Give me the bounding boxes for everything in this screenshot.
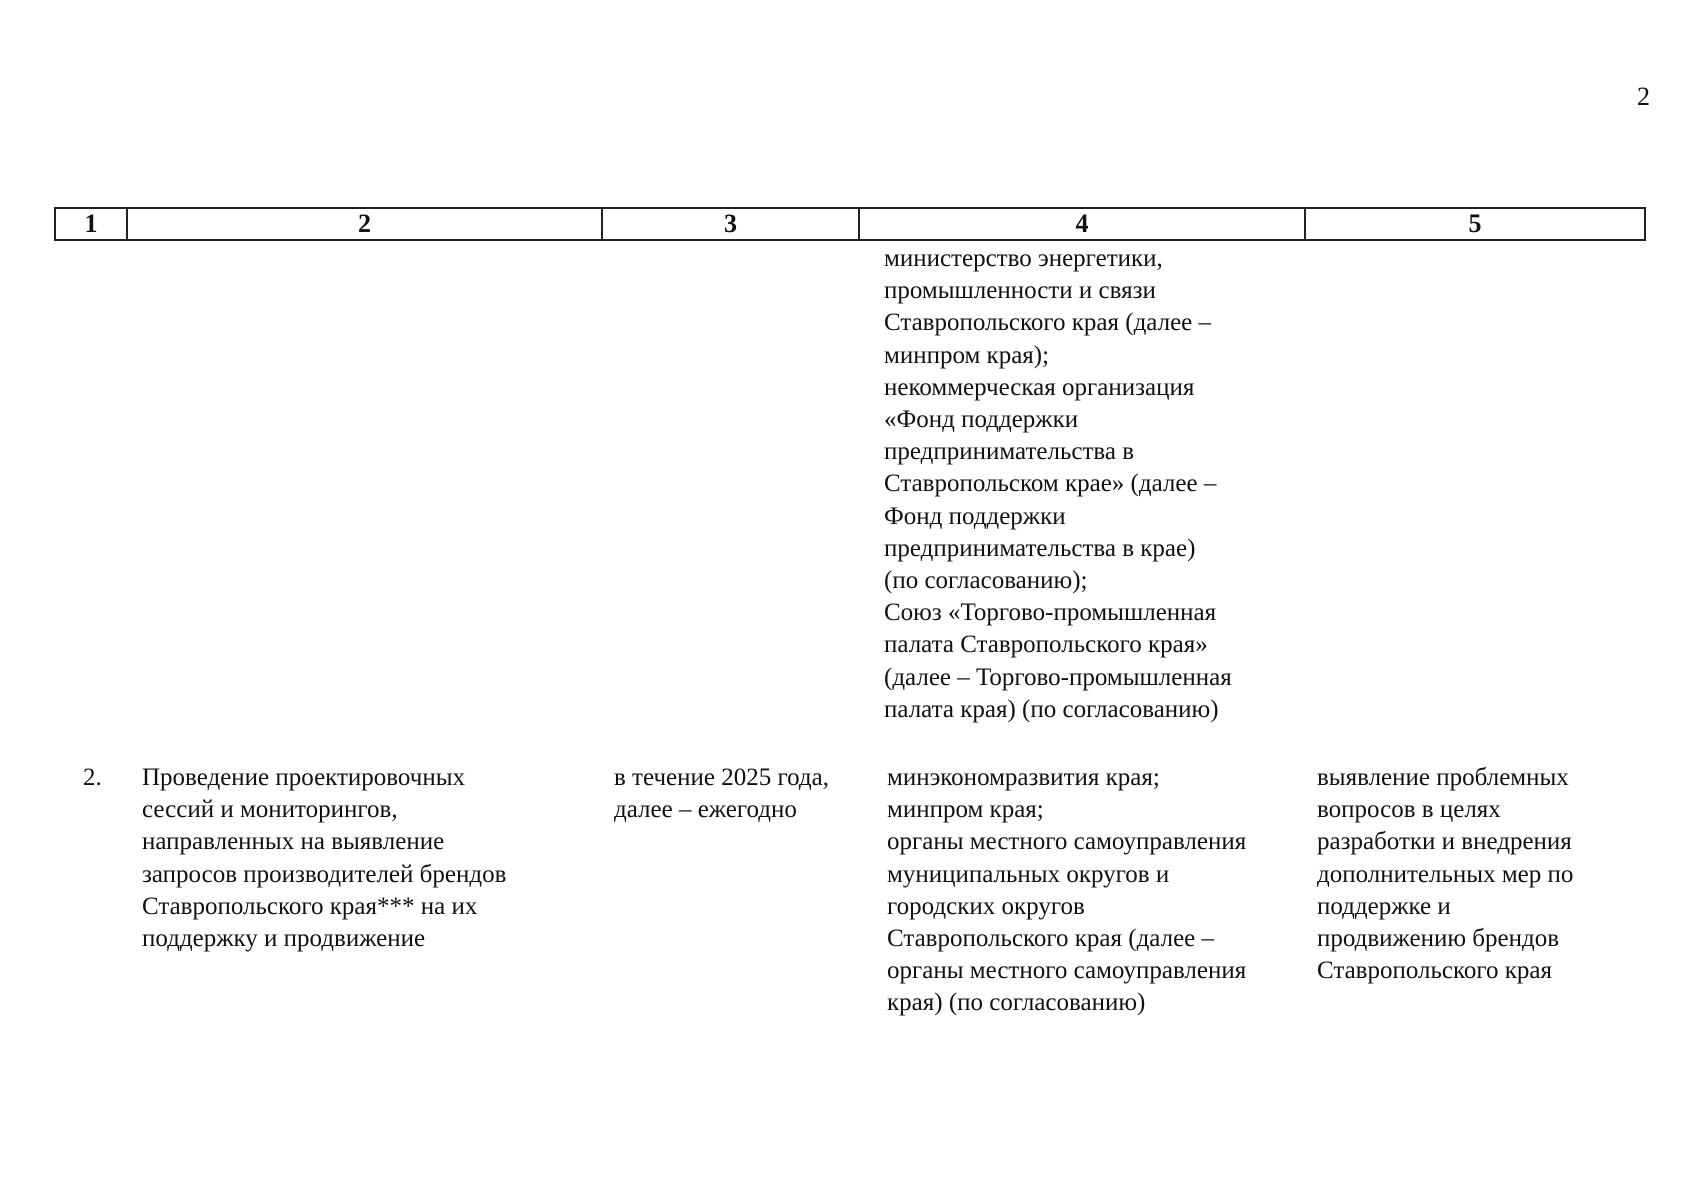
executor-line: органы местного самоуправления xyxy=(887,957,1247,985)
column-number-1: 1 xyxy=(55,208,127,240)
executor-line: (по согласованию); xyxy=(884,567,1088,595)
term-line: в течение 2025 года, xyxy=(614,764,829,791)
executor-line: муниципальных округов и xyxy=(887,860,1170,888)
executor-line: Ставропольском крае» (далее – xyxy=(884,470,1217,498)
executor-line: органы местного самоуправления xyxy=(887,828,1247,856)
executor-line: Ставропольского края (далее – xyxy=(884,309,1212,337)
executor-line: палата края) (по согласованию) xyxy=(884,695,1219,723)
column-number-2: 2 xyxy=(127,208,602,240)
executor-line: минпром края; xyxy=(887,796,1044,824)
executors-cell xyxy=(887,762,1297,1020)
executor-line: Союз «Торгово-промышленная xyxy=(884,599,1217,627)
column-number-5: 5 xyxy=(1305,208,1645,240)
executor-line: городских округов xyxy=(887,892,1085,920)
executor-line: министерство энергетики, xyxy=(884,245,1163,272)
event-line: Проведение проектировочных xyxy=(142,764,466,791)
result-line: дополнительных мер по xyxy=(1317,860,1574,888)
row-number: 2. xyxy=(83,764,102,791)
continued-executors-cell xyxy=(884,243,1292,726)
page-number: 2 xyxy=(1637,82,1650,111)
executor-line: (далее – Торгово-промышленная xyxy=(884,663,1232,691)
event-line: сессий и мониторингов, xyxy=(142,796,398,824)
result-line: выявление проблемных xyxy=(1317,764,1569,791)
result-line: продвижению брендов xyxy=(1317,925,1560,953)
executor-line: Ставропольского края (далее – xyxy=(887,925,1215,953)
table-header-row xyxy=(55,208,1645,240)
result-line: вопросов в целях xyxy=(1317,796,1501,824)
event-line: Ставропольского края*** на их xyxy=(142,892,478,920)
event-line: направленных на выявление xyxy=(142,828,445,856)
executor-line: края) (по согласованию) xyxy=(887,989,1146,1017)
executor-line: палата Ставропольского края» xyxy=(884,631,1208,659)
term-cell xyxy=(614,762,870,826)
event-description-cell xyxy=(142,762,596,955)
event-line: поддержку и продвижение xyxy=(142,925,426,953)
executor-line: промышленности и связи xyxy=(884,277,1156,305)
executor-line: предпринимательства в крае) xyxy=(884,534,1196,562)
result-line: разработки и внедрения xyxy=(1317,828,1572,856)
executor-line: минпром края); xyxy=(884,341,1050,369)
executor-line: предпринимательства в xyxy=(884,438,1135,466)
column-number-3: 3 xyxy=(602,208,859,240)
result-line: Ставропольского края xyxy=(1317,957,1552,985)
executor-line: минэкономразвития края; xyxy=(887,764,1160,791)
table-header xyxy=(54,207,1646,241)
executor-line: некоммерческая организация xyxy=(884,373,1195,401)
event-line: запросов производителей брендов xyxy=(142,860,507,888)
executor-line: «Фонд поддержки xyxy=(884,406,1079,434)
result-line: поддержке и xyxy=(1317,892,1451,920)
result-cell xyxy=(1317,762,1645,987)
executor-line: Фонд поддержки xyxy=(884,502,1066,530)
column-number-4: 4 xyxy=(859,208,1305,240)
term-line: далее – ежегодно xyxy=(614,796,797,824)
